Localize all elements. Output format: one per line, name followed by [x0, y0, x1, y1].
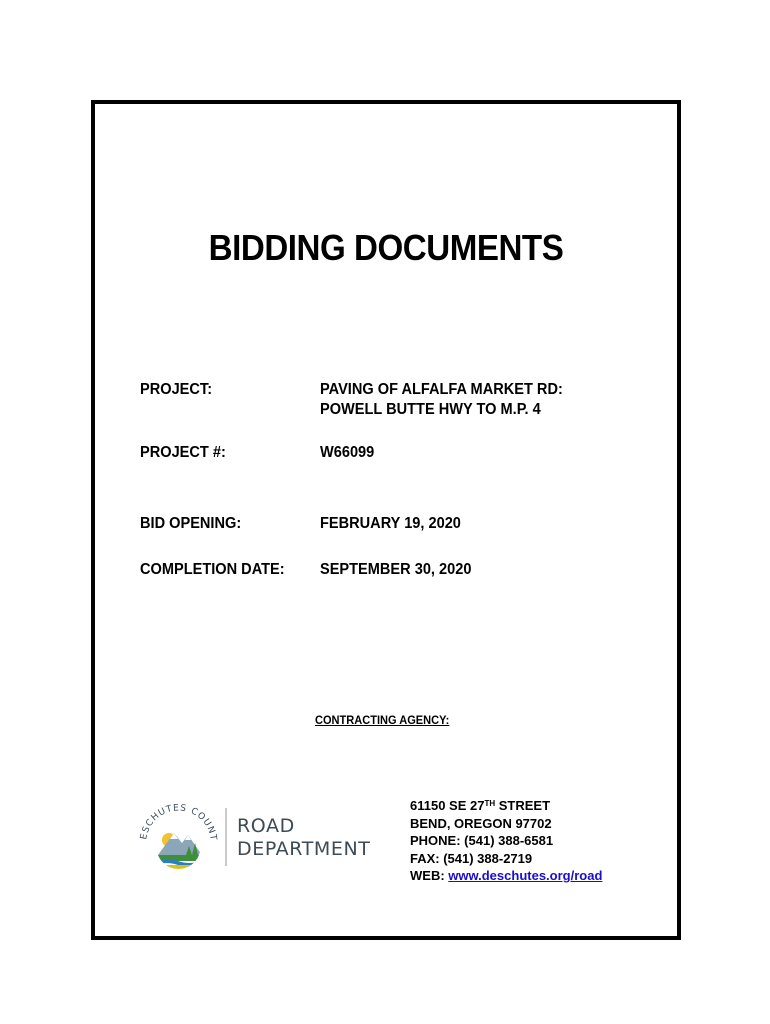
field-completion-date-value: SEPTEMBER 30, 2020 [320, 561, 472, 578]
document-title: BIDDING DOCUMENTS [208, 227, 564, 268]
field-bid-opening-value: FEBRUARY 19, 2020 [320, 515, 461, 532]
logo-divider [225, 808, 227, 866]
logo-line-road: ROAD [237, 815, 295, 837]
address-web: WEB: www.deschutes.org/road [410, 868, 603, 883]
field-project-label: PROJECT: [140, 381, 213, 398]
field-project-number-label: PROJECT #: [140, 444, 226, 461]
field-project-value-line-1: PAVING OF ALFALFA MARKET RD: [320, 381, 563, 398]
address-fax: FAX: (541) 388-2719 [410, 850, 533, 866]
field-completion-date-label: COMPLETION DATE: [140, 561, 285, 578]
logo-line-department: DEPARTMENT [237, 838, 371, 860]
contracting-agency-label: CONTRACTING AGENCY: [315, 713, 450, 727]
address-city: BEND, OREGON 97702 [410, 815, 552, 831]
county-seal-icon [136, 797, 221, 882]
field-bid-opening-label: BID OPENING: [140, 515, 242, 532]
deschutes-county-logo [136, 797, 221, 882]
agency-address [410, 797, 602, 885]
field-project-value [320, 380, 563, 420]
document-border [91, 100, 681, 940]
logo-arc-text: ESCHUTES COUNT [139, 803, 219, 842]
field-project-number-value: W66099 [320, 444, 375, 461]
website-link[interactable]: www.deschutes.org/road [448, 868, 603, 883]
address-street: 61150 SE 27TH STREET [410, 798, 551, 813]
logo-wordmark [237, 815, 371, 861]
field-project-value-line-2: POWELL BUTTE HWY TO M.P. 4 [320, 401, 541, 418]
address-phone: PHONE: (541) 388-6581 [410, 833, 554, 848]
